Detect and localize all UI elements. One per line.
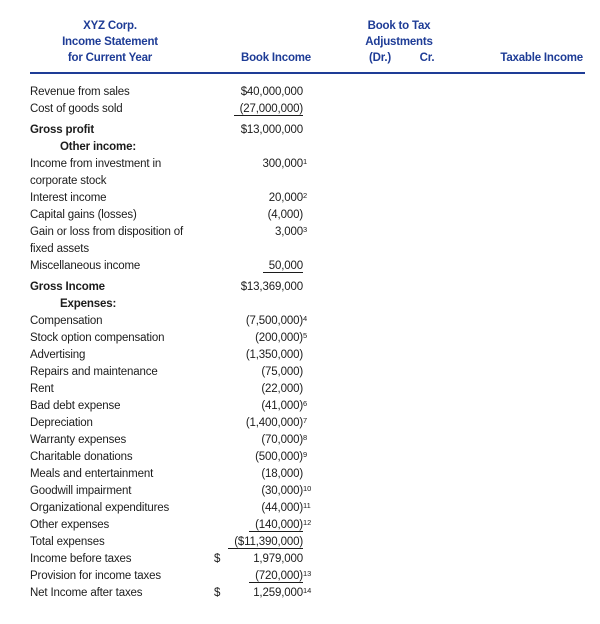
footnote-ref: 6 bbox=[303, 399, 308, 408]
row-label: Income from investment in corporate stock bbox=[30, 158, 162, 187]
row-amount bbox=[198, 381, 303, 398]
statement-row bbox=[30, 483, 360, 500]
row-amount bbox=[198, 258, 303, 275]
amount-value: ($11,390,000) bbox=[228, 536, 303, 549]
adjustments-header-line1: Book to Tax bbox=[367, 20, 431, 32]
statement-row bbox=[30, 534, 360, 551]
amount-value: 3,000 bbox=[274, 226, 303, 238]
statement-row bbox=[30, 415, 360, 432]
header-rule bbox=[30, 72, 585, 74]
footnote-ref: 8 bbox=[303, 433, 308, 442]
amount-value: $13,369,000 bbox=[240, 281, 303, 293]
row-amount bbox=[198, 84, 303, 101]
amount-value: (18,000) bbox=[261, 468, 303, 480]
statement-row bbox=[30, 517, 360, 534]
row-amount bbox=[198, 156, 308, 173]
row-amount bbox=[198, 279, 303, 296]
amount-value: 300,000 bbox=[262, 158, 303, 170]
taxable-income-column-header: Taxable Income bbox=[500, 52, 583, 64]
statement-row bbox=[30, 551, 360, 568]
statement-row bbox=[30, 330, 360, 347]
amount-value: (4,000) bbox=[267, 209, 303, 221]
row-label: Advertising bbox=[30, 349, 86, 361]
statement-row bbox=[30, 466, 360, 483]
row-label: Revenue from sales bbox=[30, 86, 130, 98]
row-label: Bad debt expense bbox=[30, 400, 121, 412]
amount-value: 20,000 bbox=[268, 192, 303, 204]
cr-column-header: Cr. bbox=[419, 52, 435, 64]
row-label: Other income: bbox=[60, 141, 137, 153]
amount-value: $13,000,000 bbox=[240, 124, 303, 136]
row-amount bbox=[198, 190, 308, 207]
statement-row bbox=[30, 313, 360, 330]
amount-value: (75,000) bbox=[261, 366, 303, 378]
footnote-ref: 11 bbox=[303, 501, 311, 510]
statement-row bbox=[30, 122, 360, 139]
row-label: Capital gains (losses) bbox=[30, 209, 137, 221]
row-amount bbox=[198, 449, 308, 466]
amount-value: (44,000) bbox=[261, 502, 303, 514]
row-amount bbox=[198, 432, 308, 449]
amount-value: (1,400,000) bbox=[245, 417, 303, 429]
amount-value: $40,000,000 bbox=[240, 86, 303, 98]
statement-row bbox=[30, 279, 360, 296]
row-label: Rent bbox=[30, 383, 54, 395]
row-amount bbox=[198, 347, 303, 364]
row-amount bbox=[198, 207, 303, 224]
footnote-ref: 1 bbox=[303, 157, 308, 166]
row-label: Cost of goods sold bbox=[30, 103, 123, 115]
amount-value: $ 1,259,000 bbox=[214, 587, 303, 599]
amount-value: (7,500,000) bbox=[245, 315, 303, 327]
adjustments-header-line2: Adjustments bbox=[365, 36, 433, 48]
row-label: Repairs and maintenance bbox=[30, 366, 158, 378]
statement-row bbox=[30, 190, 360, 207]
dr-column-header: (Dr.) bbox=[368, 52, 391, 64]
statement-title-line1: XYZ Corp. bbox=[83, 20, 137, 32]
row-label: Gross Income bbox=[30, 281, 105, 293]
statement-row bbox=[30, 296, 360, 313]
row-label: Stock option compensation bbox=[30, 332, 165, 344]
row-label: Organizational expenditures bbox=[30, 502, 170, 514]
footnote-ref: 10 bbox=[303, 484, 312, 493]
row-label: Goodwill impairment bbox=[30, 485, 132, 497]
statement-row bbox=[30, 207, 360, 224]
row-amount bbox=[198, 466, 303, 483]
statement-row bbox=[30, 139, 360, 156]
row-amount bbox=[198, 551, 303, 568]
amount-value: (27,000,000) bbox=[234, 103, 303, 116]
row-amount bbox=[198, 585, 312, 602]
amount-value: (140,000) bbox=[249, 519, 303, 532]
footnote-ref: 3 bbox=[303, 225, 308, 234]
amount-value: (41,000) bbox=[261, 400, 303, 412]
row-label: Warranty expenses bbox=[30, 434, 127, 446]
row-amount bbox=[198, 398, 308, 415]
statement-row bbox=[30, 101, 360, 118]
footnote-ref: 9 bbox=[303, 450, 308, 459]
amount-value: (22,000) bbox=[261, 383, 303, 395]
footnote-ref: 12 bbox=[303, 518, 312, 527]
row-amount bbox=[198, 483, 312, 500]
statement-row bbox=[30, 500, 360, 517]
amount-value: 50,000 bbox=[263, 260, 303, 273]
statement-row bbox=[30, 364, 360, 381]
row-label: Meals and entertainment bbox=[30, 468, 154, 480]
row-label: Income before taxes bbox=[30, 553, 132, 565]
amount-value: $ 1,979,000 bbox=[214, 553, 303, 565]
amount-value: (1,350,000) bbox=[245, 349, 303, 361]
statement-row bbox=[30, 156, 360, 190]
row-label: Miscellaneous income bbox=[30, 260, 141, 272]
row-label: Charitable donations bbox=[30, 451, 133, 463]
statement-row bbox=[30, 381, 360, 398]
footnote-ref: 5 bbox=[303, 331, 308, 340]
statement-title bbox=[30, 18, 190, 66]
row-amount bbox=[198, 568, 312, 585]
row-amount bbox=[198, 364, 303, 381]
statement-row bbox=[30, 84, 360, 101]
row-label: Interest income bbox=[30, 192, 107, 204]
row-label: Depreciation bbox=[30, 417, 93, 429]
row-label: Expenses: bbox=[60, 298, 117, 310]
row-label: Net Income after taxes bbox=[30, 587, 143, 599]
statement-row bbox=[30, 258, 360, 275]
statement-row bbox=[30, 568, 360, 585]
row-label: Gross profit bbox=[30, 124, 95, 136]
footnote-ref: 13 bbox=[303, 569, 312, 578]
adjustments-column-header bbox=[340, 18, 458, 50]
row-amount bbox=[198, 224, 308, 241]
row-amount bbox=[198, 313, 308, 330]
amount-value: (30,000) bbox=[261, 485, 303, 497]
row-amount bbox=[198, 101, 303, 118]
row-amount bbox=[198, 122, 303, 139]
footnote-ref: 14 bbox=[303, 586, 312, 595]
amount-value: (200,000) bbox=[255, 332, 303, 344]
statement-row bbox=[30, 398, 360, 415]
footnote-ref: 4 bbox=[303, 314, 308, 323]
row-amount bbox=[198, 500, 311, 517]
statement-rows bbox=[30, 84, 360, 602]
row-label: Total expenses bbox=[30, 536, 105, 548]
amount-value: (70,000) bbox=[261, 434, 303, 446]
amount-value: (500,000) bbox=[255, 451, 303, 463]
row-label: Other expenses bbox=[30, 519, 110, 531]
statement-row bbox=[30, 347, 360, 364]
row-amount bbox=[198, 415, 308, 432]
statement-row bbox=[30, 432, 360, 449]
statement-row bbox=[30, 585, 360, 602]
statement-title-line2: Income Statement bbox=[62, 36, 158, 48]
row-label: Provision for income taxes bbox=[30, 570, 161, 582]
row-label: Gain or loss from disposition of fixed assets bbox=[30, 226, 184, 255]
footnote-ref: 2 bbox=[303, 191, 308, 200]
book-income-column-header: Book Income bbox=[240, 52, 311, 64]
statement-title-line3: for Current Year bbox=[67, 52, 153, 64]
row-amount bbox=[198, 534, 303, 551]
row-amount bbox=[198, 330, 308, 347]
footnote-ref: 7 bbox=[303, 416, 308, 425]
statement-row bbox=[30, 224, 360, 258]
amount-value: (720,000) bbox=[249, 570, 303, 583]
row-amount bbox=[198, 517, 312, 534]
row-label: Compensation bbox=[30, 315, 103, 327]
statement-row bbox=[30, 449, 360, 466]
